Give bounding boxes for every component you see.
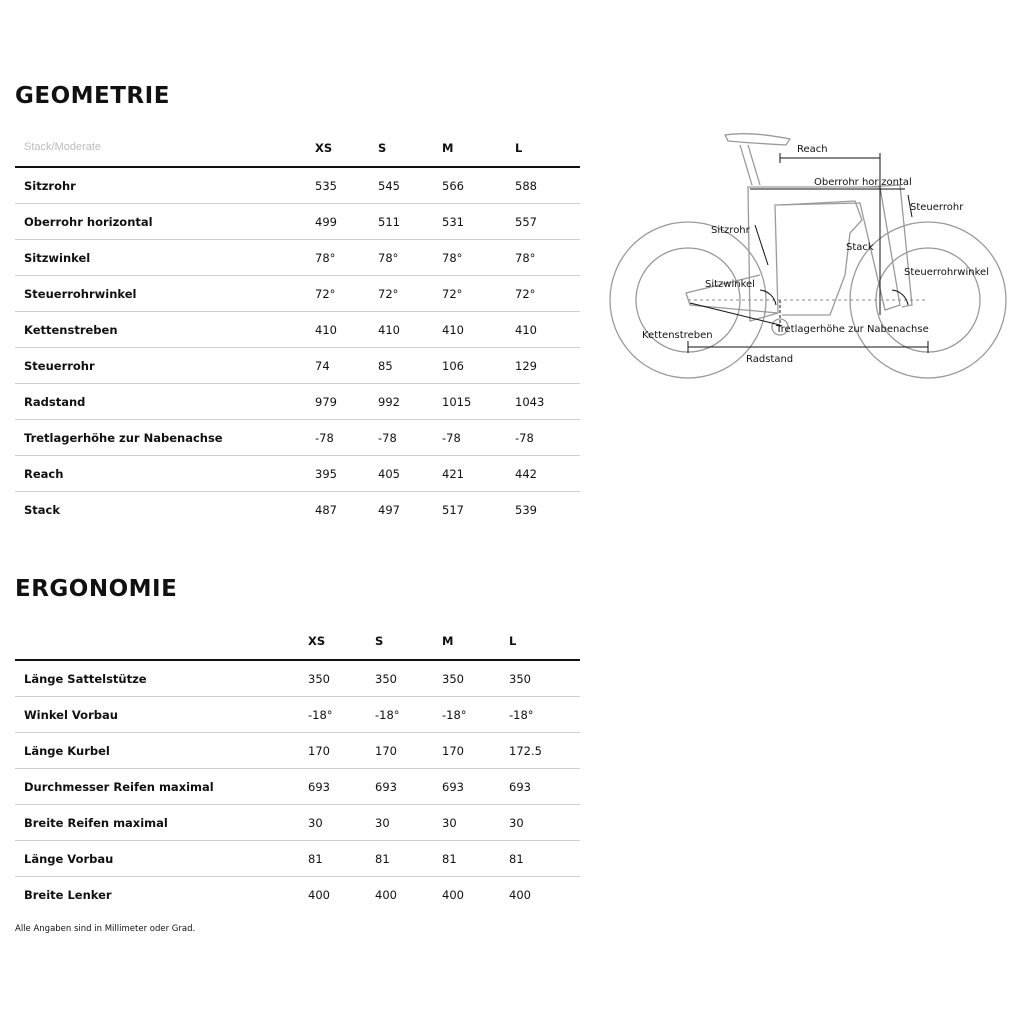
row-value-s: 410 [378,323,400,337]
row-value-s: 350 [375,672,397,686]
footnote: Alle Angaben sind in Millimeter oder Grad. [15,924,196,934]
row-value-xs: 400 [308,888,330,902]
label-sitzrohr: Sitzrohr [711,225,750,236]
table-row [15,769,580,805]
ergonomie-title: ERGONOMIE [15,576,178,602]
row-value-m: -18° [442,708,467,722]
row-value-m: -78 [442,431,461,445]
row-value-l: 557 [515,215,537,229]
row-value-l: 30 [509,816,524,830]
size-header-s: S [378,141,387,155]
row-value-xs: 487 [315,503,337,517]
row-value-l: 1043 [515,395,545,409]
label-steuerrohr: Steuerrohr [910,202,964,213]
front-wheel-inner [876,248,980,352]
table-row [15,204,580,240]
sitzwinkel-arc [760,290,776,305]
size-header-s: S [375,634,384,648]
row-value-l: 400 [509,888,531,902]
row-value-s: 78° [378,251,399,265]
table-row [15,384,580,420]
row-value-s: -78 [378,431,397,445]
label-stack: Stack [846,242,874,253]
row-value-s: 30 [375,816,390,830]
row-label: Steuerrohr [24,359,95,373]
row-value-l: 78° [515,251,536,265]
row-label: Stack [24,503,61,517]
row-value-s: 170 [375,744,397,758]
label-kettenstreben: Kettenstreben [642,330,713,341]
row-value-m: 1015 [442,395,472,409]
row-value-xs: 979 [315,395,337,409]
row-value-m: 106 [442,359,464,373]
row-label: Kettenstreben [24,323,118,337]
label-steuerrohrwinkel: Steuerrohrwinkel [904,267,989,278]
geometrie-title: GEOMETRIE [15,83,170,109]
row-label: Länge Sattelstütze [24,672,147,686]
geometrie-subtitle: Stack/Moderate [24,141,102,153]
row-value-s: 405 [378,467,400,481]
table-row [15,805,580,841]
row-value-s: 511 [378,215,400,229]
size-header-m: M [442,634,454,648]
geometrie-table [15,130,580,527]
ergonomie-rows [15,661,580,912]
row-value-xs: 693 [308,780,330,794]
row-value-xs: 72° [315,287,336,301]
table-row [15,841,580,877]
label-oberrohr: Oberrohr horizontal [814,177,912,188]
row-value-l: 81 [509,852,524,866]
row-value-l: -18° [509,708,534,722]
row-value-l: 129 [515,359,537,373]
table-row [15,348,580,384]
row-label: Steuerrohrwinkel [24,287,137,301]
table-row [15,661,580,697]
row-value-l: 172.5 [509,744,542,758]
row-label: Länge Kurbel [24,744,110,758]
geometrie-rows [15,168,580,527]
table-row [15,456,580,492]
bike-geometry-diagram [600,125,1010,385]
row-value-l: 442 [515,467,537,481]
row-value-l: -78 [515,431,534,445]
row-value-s: 693 [375,780,397,794]
table-row [15,733,580,769]
row-label: Radstand [24,395,86,409]
row-value-s: 497 [378,503,400,517]
saddle-shape [725,134,790,145]
label-sitzwinkel: Sitzwinkel [705,279,755,290]
row-value-xs: 499 [315,215,337,229]
row-label: Länge Vorbau [24,852,114,866]
row-value-s: 400 [375,888,397,902]
table-row [15,420,580,456]
row-value-m: 81 [442,852,457,866]
row-value-s: 72° [378,287,399,301]
row-value-xs: 350 [308,672,330,686]
size-header-xs: XS [308,634,326,648]
row-label: Tretlagerhöhe zur Nabenachse [24,431,223,445]
table-row [15,276,580,312]
table-row [15,697,580,733]
row-value-xs: 395 [315,467,337,481]
size-header-l: L [515,141,523,155]
row-label: Breite Lenker [24,888,112,902]
row-value-xs: 30 [308,816,323,830]
row-value-m: 693 [442,780,464,794]
row-value-xs: 81 [308,852,323,866]
table-row [15,240,580,276]
row-value-m: 517 [442,503,464,517]
row-value-l: 539 [515,503,537,517]
row-value-m: 78° [442,251,463,265]
label-tretlager: Tretlagerhöhe zur Nabenachse [776,324,929,335]
row-value-m: 72° [442,287,463,301]
row-value-l: 588 [515,179,537,193]
row-value-xs: 410 [315,323,337,337]
row-label: Sitzwinkel [24,251,91,265]
row-label: Sitzrohr [24,179,76,193]
row-label: Winkel Vorbau [24,708,118,722]
row-value-xs: -18° [308,708,333,722]
row-label: Reach [24,467,64,481]
size-header-xs: XS [315,141,333,155]
table-row [15,312,580,348]
table-row [15,492,580,527]
row-value-l: 410 [515,323,537,337]
label-reach: Reach [797,144,828,155]
row-value-l: 350 [509,672,531,686]
seatpost-shape [740,145,760,185]
row-value-m: 400 [442,888,464,902]
row-value-s: 85 [378,359,393,373]
row-value-m: 30 [442,816,457,830]
row-value-xs: -78 [315,431,334,445]
row-value-xs: 78° [315,251,336,265]
row-value-s: 81 [375,852,390,866]
row-value-s: 992 [378,395,400,409]
row-value-s: 545 [378,179,400,193]
size-header-m: M [442,141,454,155]
size-header-l: L [509,634,517,648]
row-label: Breite Reifen maximal [24,816,168,830]
row-value-l: 693 [509,780,531,794]
row-value-m: 421 [442,467,464,481]
table-row [15,877,580,912]
frame-main [748,187,900,321]
row-value-xs: 170 [308,744,330,758]
row-label: Durchmesser Reifen maximal [24,780,214,794]
row-value-m: 170 [442,744,464,758]
row-value-m: 531 [442,215,464,229]
ergonomie-table [15,623,580,912]
row-value-m: 350 [442,672,464,686]
row-value-xs: 535 [315,179,337,193]
row-value-l: 72° [515,287,536,301]
row-label: Oberrohr horizontal [24,215,153,229]
row-value-m: 410 [442,323,464,337]
geometrie-header-row [15,130,580,168]
row-value-s: -18° [375,708,400,722]
ergonomie-header-row [15,623,580,661]
row-value-xs: 74 [315,359,330,373]
row-value-m: 566 [442,179,464,193]
table-row [15,168,580,204]
label-radstand: Radstand [746,354,794,365]
